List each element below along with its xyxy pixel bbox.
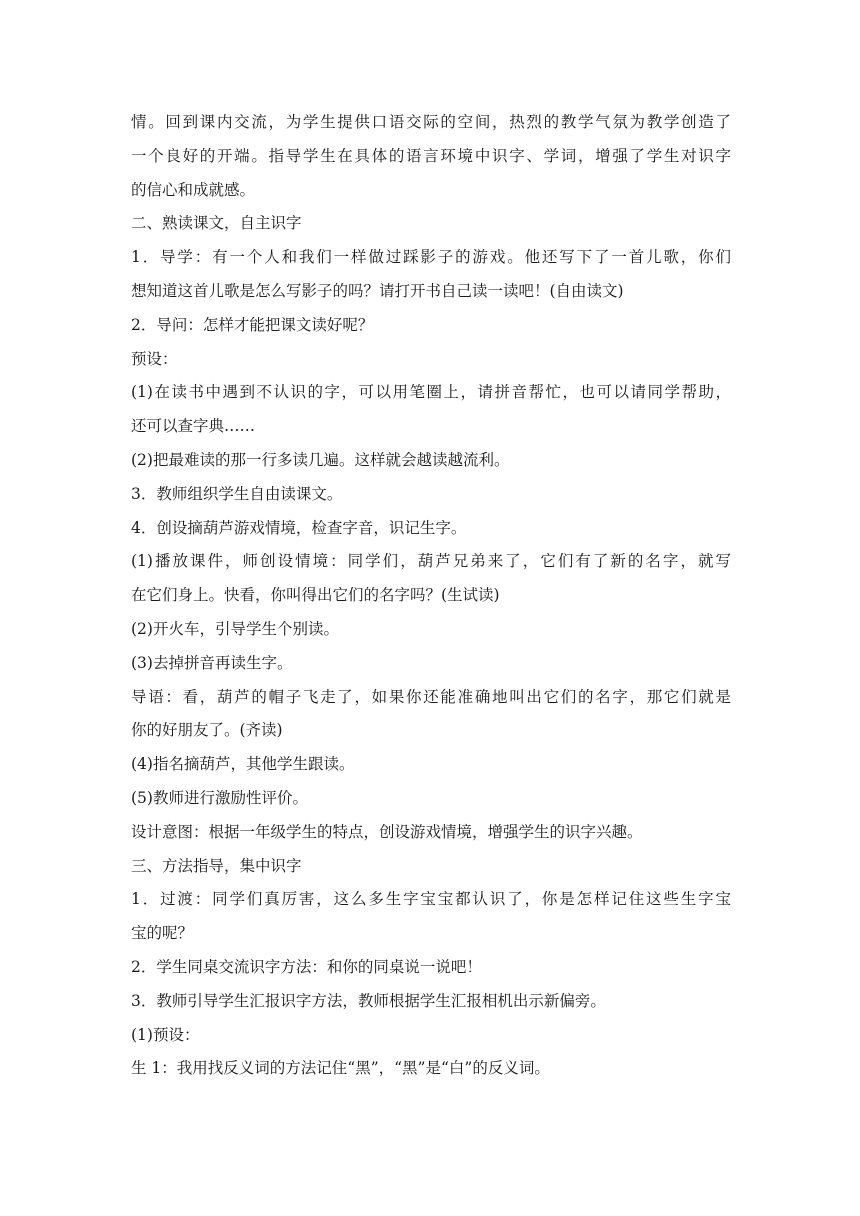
text-line: (4)指名摘葫芦，其他学生跟读。 [131, 755, 355, 774]
text-line: 3．教师引导学生汇报识字方法，教师根据学生汇报相机出示新偏旁。 [131, 991, 606, 1010]
section-heading: 三、方法指导，集中识字 [131, 856, 302, 875]
text-line: (1)播放课件，师创设情境：同学们，葫芦兄弟来了，它们有了新的名字，就写 [131, 552, 731, 571]
text-line: (2)开火车，引导学生个别读。 [131, 619, 339, 638]
text-line: 的信心和成就感。 [131, 180, 256, 199]
text-line: 2．学生同桌交流识字方法：和你的同桌说一说吧！ [131, 957, 482, 976]
text-line: (1)在读书中遇到不认识的字，可以用笔圈上，请拼音帮忙，也可以请同学帮助， [131, 383, 731, 402]
text-line: 情。回到课内交流，为学生提供口语交际的空间，热烈的教学气氛为教学创造了 [131, 113, 731, 131]
text-line: 3．教师组织学生自由读课文。 [131, 484, 343, 503]
text-line: 4．创设摘葫芦游戏情境，检查字音，识记生字。 [131, 518, 467, 537]
text-line: 预设： [131, 349, 178, 368]
text-line: (2)把最难读的那一行多读几遍。这样就会越读越流利。 [131, 450, 510, 469]
text-line: 一个良好的开端。指导学生在具体的语言环境中识字、学词，增强了学生对识字 [131, 146, 731, 165]
text-line: (1)预设： [131, 1025, 200, 1044]
text-line: (3)去掉拼音再读生字。 [131, 653, 293, 672]
text-line: 你的好朋友了。(齐读) [131, 721, 283, 740]
text-line: 在它们身上。快看，你叫得出它们的名字吗？(生试读) [131, 586, 500, 605]
text-line: 生 1：我用找反义词的方法记住“黑”，“黑”是“白”的反义词。 [131, 1059, 550, 1078]
document-body [131, 106, 731, 1086]
text-line: 1．过渡：同学们真厉害，这么多生字宝宝都认识了，你是怎样记住这些生字宝 [131, 890, 731, 909]
text-line: 还可以查字典…… [131, 417, 256, 436]
text-line: 2．导问：怎样才能把课文读好呢？ [131, 315, 374, 334]
text-line: 设计意图：根据一年级学生的特点，创设游戏情境，增强学生的识字兴趣。 [131, 822, 643, 841]
text-line: 1．导学：有一个人和我们一样做过踩影子的游戏。他还写下了一首儿歌，你们 [131, 248, 731, 267]
text-line: (5)教师进行激励性评价。 [131, 788, 308, 807]
section-heading: 二、熟读课文，自主识字 [131, 214, 302, 233]
text-line: 导语：看，葫芦的帽子飞走了，如果你还能准确地叫出它们的名字，那它们就是 [131, 687, 731, 706]
text-line: 想知道这首儿歌是怎么写影子的吗？请打开书自己读一读吧！(自由读文) [131, 281, 624, 300]
text-line: 宝的呢？ [131, 924, 194, 943]
